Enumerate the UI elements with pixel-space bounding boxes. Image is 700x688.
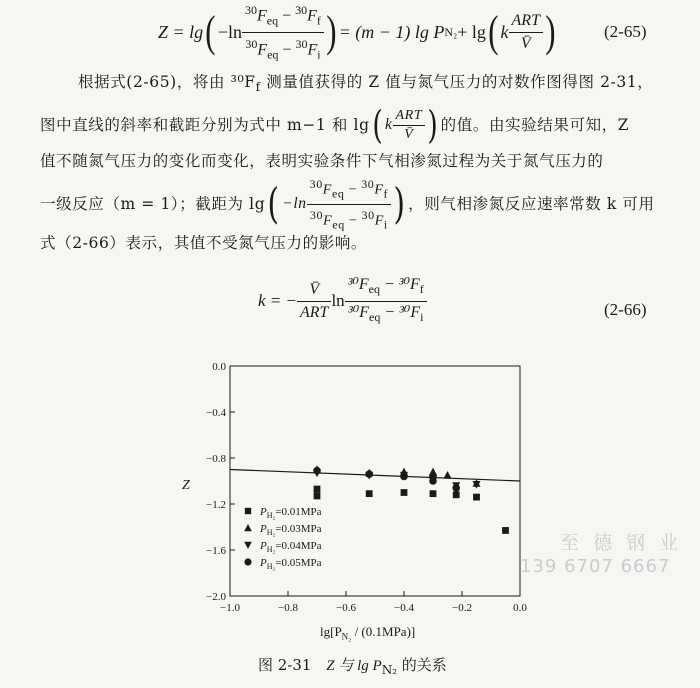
eq65-fraction: $\frac{^{30}F_{eq} - ^{30}F_f}{^{30}F_{eq} - ^{30}F_i}$ [242, 0, 324, 65]
legend-marker-2 [244, 524, 252, 531]
data-point-series-4 [313, 467, 321, 475]
eq65-rhs: = (m − 1) lg P [338, 21, 445, 42]
legend-label-3: $P_{H_2}=0.04MPa$ [260, 540, 322, 554]
paragraph-line-2: 图中直线的斜率和截距分别为式中 m−1 和 lg ( k $\frac{\text{ART}}{V̄}$ ) 的值。由实验结果可知，Z [40, 103, 630, 148]
figure-caption: 图 2-31 Z 与 $\lg P_{N_2}$ 的关系 [258, 656, 447, 677]
legend-label-4: $P_{H_2}=0.05MPa$ [260, 557, 322, 571]
legend-marker-4 [244, 558, 251, 565]
legend-marker-1 [245, 508, 251, 514]
y-axis-label: Z [182, 478, 190, 493]
body-paragraph [40, 70, 680, 255]
x-tick-label: −0.6 [336, 602, 356, 614]
eq65-neg-ln: −ln [217, 21, 242, 42]
x-axis-label: $\lg[P_{N_2} / (0.1MPa)]$ [320, 624, 416, 642]
x-tick-label: −0.8 [278, 602, 298, 614]
x-tick-label: −0.4 [394, 602, 414, 614]
legend-marker-3 [244, 542, 252, 549]
watermark-company: 至 德 钢 业 [560, 532, 683, 554]
data-point-series-4 [400, 473, 408, 481]
data-point-series-1 [502, 527, 509, 534]
data-point-series-1 [430, 490, 437, 497]
data-point-series-2 [444, 471, 452, 479]
y-tick-label: −1.2 [206, 499, 226, 511]
data-point-series-1 [314, 486, 321, 493]
eq65-close-paren: ) [326, 7, 337, 56]
data-point-series-4 [429, 477, 437, 485]
paragraph-line-4: 一级反应（m = 1）；截距为 lg ( −ln $\frac{^{30}F_{eq} - ^{30}F_f}{^{30}F_{eq} - ^{30}F_i}$ ) ，则气相渗氮反应速率常数 k 可用 [40, 179, 680, 229]
data-point-series-1 [366, 490, 373, 497]
eq65-art-fraction: $\frac{\text{ART}}{V̄}$ [509, 10, 543, 55]
data-point-series-1 [453, 491, 460, 498]
equation-2-65: Z = lg ( −ln $\frac{^{30}F_{eq} - ^{30}F_f}{^{30}F_{eq} - ^{30}F_i}$ ) = (m − 1) lg P N₂ + lg ( k $\frac{\text{ART}}{V̄}$ ) [158, 2, 558, 62]
x-tick-label: −1.0 [220, 602, 240, 614]
legend-label-1: $P_{H_2}=0.01MPa$ [260, 506, 322, 520]
equation-2-66: k = − $\frac{V̄}{\text{ART}}$ ln $\frac{^{30}F_{eq} - ^{30}F_f}{^{30}F_{eq} - ^{30}F_i}$ [258, 276, 427, 326]
watermark-phone: 139 6707 6667 [520, 556, 671, 577]
z-vs-lgp-chart [190, 352, 540, 652]
data-point-series-1 [401, 489, 408, 496]
y-tick-label: −1.6 [206, 545, 226, 557]
paragraph-line-5: 式（2-66）表示，其值不受氮气压力的影响。 [40, 234, 368, 253]
eq65-open-paren: ( [205, 7, 216, 56]
data-point-series-4 [365, 470, 373, 478]
data-point-series-1 [314, 493, 321, 500]
paragraph-line-1: 根据式(2-65)，将由 $^{30}F_f$ 测量值获得的 Z 值与氮气压力的对数作图得图 2-31， [78, 73, 654, 95]
y-tick-label: 0.0 [212, 361, 226, 373]
y-tick-label: −2.0 [206, 591, 226, 603]
legend-label-2: $P_{H_2}=0.03MPa$ [260, 523, 322, 537]
data-point-series-4 [452, 484, 460, 492]
data-point-series-1 [473, 494, 480, 501]
equation-number-2-65: (2-65) [604, 22, 647, 41]
x-tick-label: 0.0 [513, 602, 527, 614]
eq65-lhs: Z = lg [158, 21, 204, 42]
y-tick-label: −0.8 [206, 453, 226, 465]
equation-number-2-66: (2-66) [604, 300, 647, 319]
y-tick-label: −0.4 [206, 407, 226, 419]
x-tick-label: −0.2 [452, 602, 472, 614]
paragraph-line-3: 值不随氮气压力的变化而变化，表明实验条件下气相渗氮过程为关于氮气压力的 [40, 152, 604, 171]
